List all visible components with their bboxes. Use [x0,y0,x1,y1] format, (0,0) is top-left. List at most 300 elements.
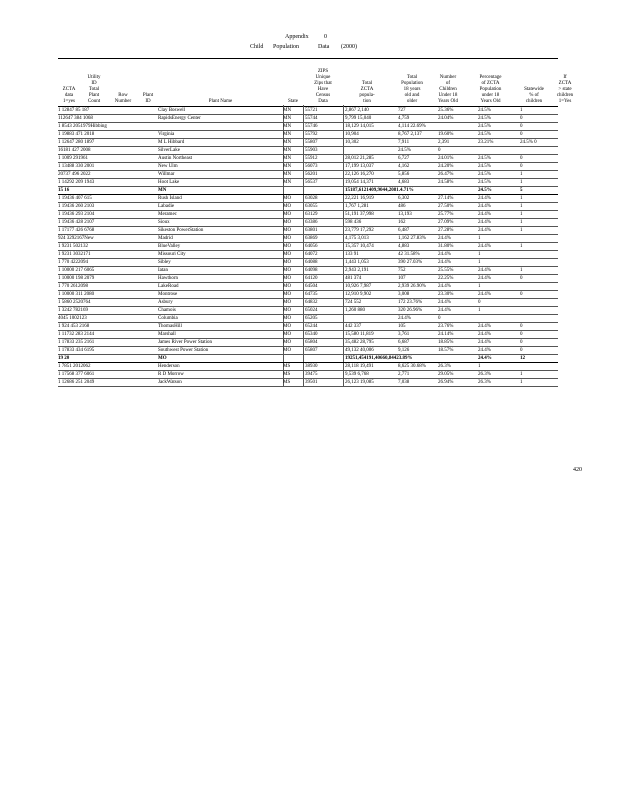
cell-state: MN [283,156,292,161]
cell-children: 22.25% [438,276,454,281]
cell-percentage: 24.4% [478,340,491,345]
cell-percentage: 24.5% [478,108,491,113]
cell-zips: 39501 [305,380,318,385]
cell-adult-population: 727 [398,108,406,113]
cell-children: 31.80% [438,244,454,249]
cell-adult-population: 8,767 2,137 [398,132,422,137]
cell-statewide: 0 [520,292,523,297]
cell-id-group: 1 3242 782169 [58,308,88,313]
cell-plant-name: JackWatson [158,380,182,385]
cell-state: MN [283,148,292,153]
cell-state: MN [283,180,292,185]
table-row [58,379,558,387]
cell-adult-population: 4,162 [398,164,410,169]
header-plant-name: Plant Name [208,99,233,104]
cell-id-group: 112647 384 1068 [58,116,93,121]
cell-plant-name: Montrose [158,292,178,297]
cell-children: 19.60% [438,132,454,137]
cell-statewide: 1 [520,108,523,113]
cell-statewide: 1 [520,372,523,377]
cell-statewide: 0 [520,332,523,337]
cell-population: 22,126 16,270 [345,172,374,177]
cell-id-group: 1 12847 85 187 [58,108,90,113]
cell-plant-name: LakeRoad [158,284,179,289]
title-year: (2000) [341,44,357,50]
cell-percentage: 24.5% [478,188,492,193]
cell-state: MO [283,316,292,321]
cell-percentage: 24.5% [478,132,491,137]
cell-plant-name: Chamois [158,308,176,313]
cell-state: MO [283,300,292,305]
header-state: State [288,99,298,104]
cell-children: 18.57% [438,348,454,353]
header-utility-id: Utility ID Total Plant Count [87,75,101,104]
cell-percentage: 24.4% [478,292,491,297]
cell-id-group: 1 14292 209 1943 [58,180,95,185]
cell-state: MO [283,196,292,201]
cell-zips: 64735 [305,292,318,297]
table-row [58,251,558,259]
header-total-population: Total ZCTA popula- tion [359,81,375,104]
table-row [58,107,558,115]
cell-children: 24.4% [438,260,451,265]
cell-id-group: 1 17833 235 2161 [58,340,95,345]
cell-id-group: 1 770 2612098 [58,284,88,289]
cell-children: 24.4% [438,284,451,289]
cell-percentage: 24.5% [478,116,491,121]
cell-id-group: 1 12647 280 1897 [58,140,95,145]
cell-plant-name: Willmar [158,172,175,177]
cell-adult-population: 3,761 [398,332,410,337]
cell-plant-name: Sioux [158,220,170,225]
cell-children: 24.20% [438,164,454,169]
cell-percentage: 1 [478,236,481,241]
cell-id-group: 1 17568 377 6061 [58,372,95,377]
cell-children: 24.14% [438,332,454,337]
table-row [58,211,558,219]
cell-population: 724 552 [345,300,362,305]
cell-state: MN [283,108,292,113]
cell-percentage: 24.4% [478,220,491,225]
cell-children: 26.47% [438,172,454,177]
cell-plant-name: Clay Boswell [158,108,186,113]
cell-adult-population: 390 27.03% [398,260,423,265]
cell-adult-population: 8,625 30.68% [398,364,426,369]
cell-state: MO [283,252,292,257]
cell-population: 35,482 28,795 [345,340,374,345]
cell-zips: 64832 [305,300,318,305]
cell-children: 0 [438,148,441,153]
cell-id-group: 1 770 4222094 [58,260,88,265]
cell-id-group: 1 5860 2520764 [58,300,91,305]
cell-zips: 65024 [305,308,318,313]
table-row [58,371,558,379]
cell-plant-name: Hawthorn [158,276,178,281]
cell-children: 27.09% [438,220,454,225]
cell-percentage: 1 [478,364,481,369]
cell-percentage: 23.21% [478,140,494,145]
cell-id-group: 1 8543 2051979Hibbing [58,124,107,129]
cell-id-group: 19 20 [58,356,70,361]
cell-adult-population: 6,727 [398,156,410,161]
cell-state: MO [283,228,292,233]
cell-id-group: 15 16 [58,188,70,193]
cell-children: 25.77% [438,212,454,217]
table-row [58,203,558,211]
cell-id-group: 1 1009 291961 [58,156,88,161]
cell-zips: 39475 [305,372,318,377]
table-row [58,267,558,275]
data-table [58,58,574,387]
cell-adult-population: 4,114 22.69% [398,124,426,129]
cell-id-group: 1 9231 502132 [58,244,88,249]
cell-children: 24.4% [438,308,451,313]
cell-percentage: 24.5% [478,124,491,129]
cell-adult-population: 162 [398,220,406,225]
cell-percentage: 0 [478,300,481,305]
cell-population: 18,129 14,015 [345,124,374,129]
table-row [58,139,558,147]
cell-plant-name: Virginia [158,132,175,137]
cell-zips: 55903 [305,148,318,153]
cell-children: 27.14% [438,196,454,201]
cell-state: MO [283,220,292,225]
cell-percentage: 26.3% [478,372,491,377]
cell-children: 2,391 [438,140,450,145]
cell-statewide: 5 [520,188,523,193]
cell-id-group: 1 924 453 2168 [58,324,90,329]
title-appendix: Appendix [285,34,309,40]
cell-children: 24.4% [438,300,451,305]
cell-zips: 64056 [305,244,318,249]
cell-plant-name: Rush Island [158,196,182,201]
cell-id-group: 1 19436 428 2107 [58,220,95,225]
cell-plant-name: R D Morrow [158,372,184,377]
cell-zips: 63801 [305,228,318,233]
cell-statewide: 0 [520,116,523,121]
table-row [58,235,558,243]
cell-adult-population: 1,162 27.83% [398,236,426,241]
cell-adult-population: 6,302 [398,196,410,201]
state-summary-row [58,355,558,363]
cell-children: 27.50% [438,204,454,209]
cell-state: MN [283,132,292,137]
cell-id-group: 1 10000 198 2079 [58,276,95,281]
cell-plant-name: MO [158,356,167,361]
cell-statewide: 1 [520,172,523,177]
cell-population: 22,221 16,919 [345,196,374,201]
cell-children: 26.3% [438,364,451,369]
cell-population: 10,302 [345,140,359,145]
title-population: Population [273,44,300,50]
cell-id-group: 1 19436 407 615 [58,196,92,201]
cell-population: 133 91 [345,252,359,257]
cell-id-group: 1 17833 434 6195 [58,348,95,353]
cell-adult-population: 6,487 [398,228,410,233]
cell-population: 4,175 3,013 [345,236,369,241]
cell-adult-population: 24.5% [398,148,411,153]
cell-percentage: 1 [478,284,481,289]
cell-children: 24.4% [438,252,451,257]
header-statewide-percent: Statewide % of children [524,87,544,104]
cell-population: 10,904 [345,132,359,137]
cell-state: MN [283,172,292,177]
cell-percentage: 24.4% [478,324,491,329]
cell-population: 1,767 1,281 [345,204,369,209]
cell-id-group: 1 10000 311 2080 [58,292,95,297]
cell-state: MO [283,332,292,337]
cell-children: 26.94% [438,380,454,385]
cell-plant-name: Meramec [158,212,177,217]
cell-plant-name: Labadie [158,204,175,209]
cell-percentage: 1 [478,308,481,313]
cell-adult-population: 4,683 [398,180,410,185]
cell-id-group: 1 10000 217 6065 [58,268,95,273]
cell-adult-population: 42 31.58% [398,252,420,257]
cell-population: 1,260 880 [345,308,365,313]
cell-zips: 63055 [305,204,318,209]
cell-statewide: 1 [520,196,523,201]
cell-adult-population: 4,883 [398,244,410,249]
header-zips: ZIPS Unique Zips that Have Census Data [314,69,332,104]
cell-percentage: 24.5% [478,156,491,161]
table-row [58,339,558,347]
cell-percentage: 24.4% [478,356,492,361]
cell-population: 2,867 2,140 [345,108,369,113]
cell-adult-population: 486 [398,204,406,209]
table-row [58,115,558,123]
table-row [58,291,558,299]
cell-plant-name: SilverLake [158,148,180,153]
cell-population: 19,054 14,371 [345,180,374,185]
cell-adult-population: 13,193 [398,212,412,217]
cell-state: MS [283,364,291,369]
cell-zips: 38930 [305,364,318,369]
cell-id-group: 16181 427 2008 [58,148,91,153]
cell-population: 12,910 9,902 [345,292,372,297]
header-plant-id: Plant ID [142,93,154,104]
cell-zips: 65205 [305,316,318,321]
cell-statewide: 1 [520,268,523,273]
cell-id-group: 20737 496 2022 [58,172,91,177]
cell-percentage: 1 [478,252,481,257]
cell-id-group: 1 13488 330 2001 [58,164,95,169]
cell-adult-population: 172 23.76% [398,300,423,305]
cell-state: MO [283,308,292,313]
cell-plant-name: Columbia [158,316,178,321]
cell-id-group: 1 11732 283 2144 [58,332,95,337]
cell-id-group: 4045 1002123 [58,316,87,321]
cell-percentage: 24.5% [478,164,491,169]
cell-plant-name: Sikeston PowerStation [158,228,204,233]
cell-state: MN [283,164,292,169]
cell-state: MO [283,268,292,273]
cell-state: MO [283,284,292,289]
cell-statewide: 1 [520,212,523,217]
table-row [58,219,558,227]
cell-plant-name: Madrid [158,236,173,241]
cell-statewide: 0 [520,348,523,353]
cell-plant-name: Southwest Power Station [158,348,209,353]
header-children-percentage: Percentage of ZCTA Population under 18 Years Old [479,75,502,104]
cell-percentage: 24.4% [478,196,491,201]
cell-statewide: 0 [520,324,523,329]
cell-children: 18.85% [438,340,454,345]
cell-population: 442 337 [345,324,362,329]
table-row [58,275,558,283]
cell-population: 51,191 37,998 [345,212,374,217]
cell-population: 28,118 19,491 [345,364,374,369]
cell-adult-population: 2,771 [398,372,410,377]
cell-state: MO [283,260,292,265]
table-row [58,363,558,371]
cell-statewide: 1 [520,228,523,233]
cell-statewide: 0 [520,276,523,281]
cell-state: MO [283,212,292,217]
cell-plant-name: James River Power Station [158,340,213,345]
cell-children: 24.4% [438,236,451,241]
cell-statewide: 0 [520,340,523,345]
cell-state: MO [283,276,292,281]
cell-id-group: 1 17177 426 6768 [58,228,95,233]
cell-population: 598 436 [345,220,362,225]
cell-zips: 65340 [305,332,318,337]
table-row [58,179,558,187]
cell-adult-population: 9,126 [398,348,410,353]
cell-percentage: 24.5% [478,172,491,177]
cell-population: 9,799 15,040 [345,116,372,121]
cell-zips: 64088 [305,260,318,265]
cell-adult-population: 107 [398,276,406,281]
cell-state: MS [283,380,291,385]
cell-id-group: 924 3292167New [58,236,94,241]
cell-adult-population: 105 [398,324,406,329]
cell-population: 2,943 2,191 [345,268,369,273]
cell-adult-population: 4,759 [398,116,410,121]
header-above-state-flag: If ZCTA > state children 1=Yes [556,75,574,104]
cell-children: 23.30% [438,292,454,297]
cell-children: 25.36% [438,108,454,113]
title-child: Child [250,44,264,50]
cell-plant-name: Missouri City [158,252,186,257]
table-row [58,131,558,139]
cell-zips: 55744 [305,116,318,121]
cell-zips: 64504 [305,284,318,289]
cell-zips: 65244 [305,324,318,329]
cell-population: 17,199 13,037 [345,164,374,169]
cell-children: 0 [438,316,441,321]
cell-population: 15,580 11,819 [345,332,374,337]
cell-statewide: 12 [520,356,525,361]
cell-plant-name: Asbury [158,300,173,305]
cell-zips: 55721 [305,108,318,113]
cell-zips: 63129 [305,212,318,217]
table-row [58,323,558,331]
table-row [58,171,558,179]
cell-population: 26,123 19,085 [345,380,374,385]
cell-statewide: 1 [520,204,523,209]
cell-id-group: 1 19883 471 2018 [58,132,95,137]
cell-population: 481 374 [345,276,362,281]
cell-statewide: 0 [520,164,523,169]
table-row [58,227,558,235]
cell-state: MO [283,292,292,297]
cell-percentage: 24.4% [478,332,491,337]
cell-percentage: 1 [478,260,481,265]
state-summary-row [58,187,558,195]
cell-adult-population: 7,911 [398,140,410,145]
cell-state: MN [283,116,292,121]
cell-adult-population: 752 [398,268,406,273]
cell-statewide: 1 [520,244,523,249]
cell-population: 49,132 40,006 [345,348,374,353]
cell-plant-name: New Ulm [158,164,178,169]
table-row [58,331,558,339]
table-row [58,259,558,267]
table-row [58,155,558,163]
table-row [58,315,558,323]
cell-zips: 64120 [305,276,318,281]
cell-population: 15187,6121409,9044,2081.4.71% [345,188,414,193]
cell-plant-name: Henderson [158,364,180,369]
cell-percentage: 24.4% [478,276,491,281]
cell-state: MO [283,236,292,241]
cell-percentage: 24.4% [478,348,491,353]
cell-state: MO [283,340,292,345]
header-row-number: Row Number [114,93,132,104]
table-body [58,107,558,387]
cell-percentage: 24.4% [478,268,491,273]
cell-plant-name: Marshall [158,332,176,337]
cell-adult-population: 2,939 26.90% [398,284,426,289]
cell-state: MO [283,348,292,353]
cell-population: 1,443 1,053 [345,260,369,265]
cell-state: MS [283,372,291,377]
cell-zips: 56201 [305,172,318,177]
table-row [58,147,558,155]
cell-zips: 65807 [305,348,318,353]
cell-state: MO [283,244,292,249]
header-zcta-data: ZCTA data 1=yes [62,87,76,104]
cell-statewide: 1 [520,220,523,225]
cell-plant-name: MN [158,188,167,193]
table-header [58,58,574,107]
cell-plant-name: M L Hibbard [158,140,185,145]
cell-state: MO [283,204,292,209]
cell-population: 15,357 10,474 [345,244,374,249]
header-adult-population: Total Population 18 years old and older [401,75,423,104]
page-number: 420 [573,467,582,473]
cell-percentage: 24.5% [478,180,491,185]
cell-zips: 55792 [305,132,318,137]
cell-plant-name: Sibley [158,260,171,265]
cell-zips: 55807 [305,140,318,145]
cell-plant-name: Austin Northeast [158,156,193,161]
cell-state: MO [283,324,292,329]
table-row [58,347,558,355]
cell-id-group: 1 9231 3032171 [58,252,91,257]
table-row [58,299,558,307]
cell-plant-name: Iatan [158,268,168,273]
cell-children: 27.28% [438,228,454,233]
cell-id-group: 1 12686 251 2049 [58,380,95,385]
title-zero: 0 [324,34,327,40]
cell-zips: 55912 [305,156,318,161]
cell-statewide: 1 [520,180,523,185]
cell-population: 19251,454191,40660,84423.89% [345,356,413,361]
cell-population: 23,779 17,292 [345,228,374,233]
cell-zips: 64098 [305,268,318,273]
